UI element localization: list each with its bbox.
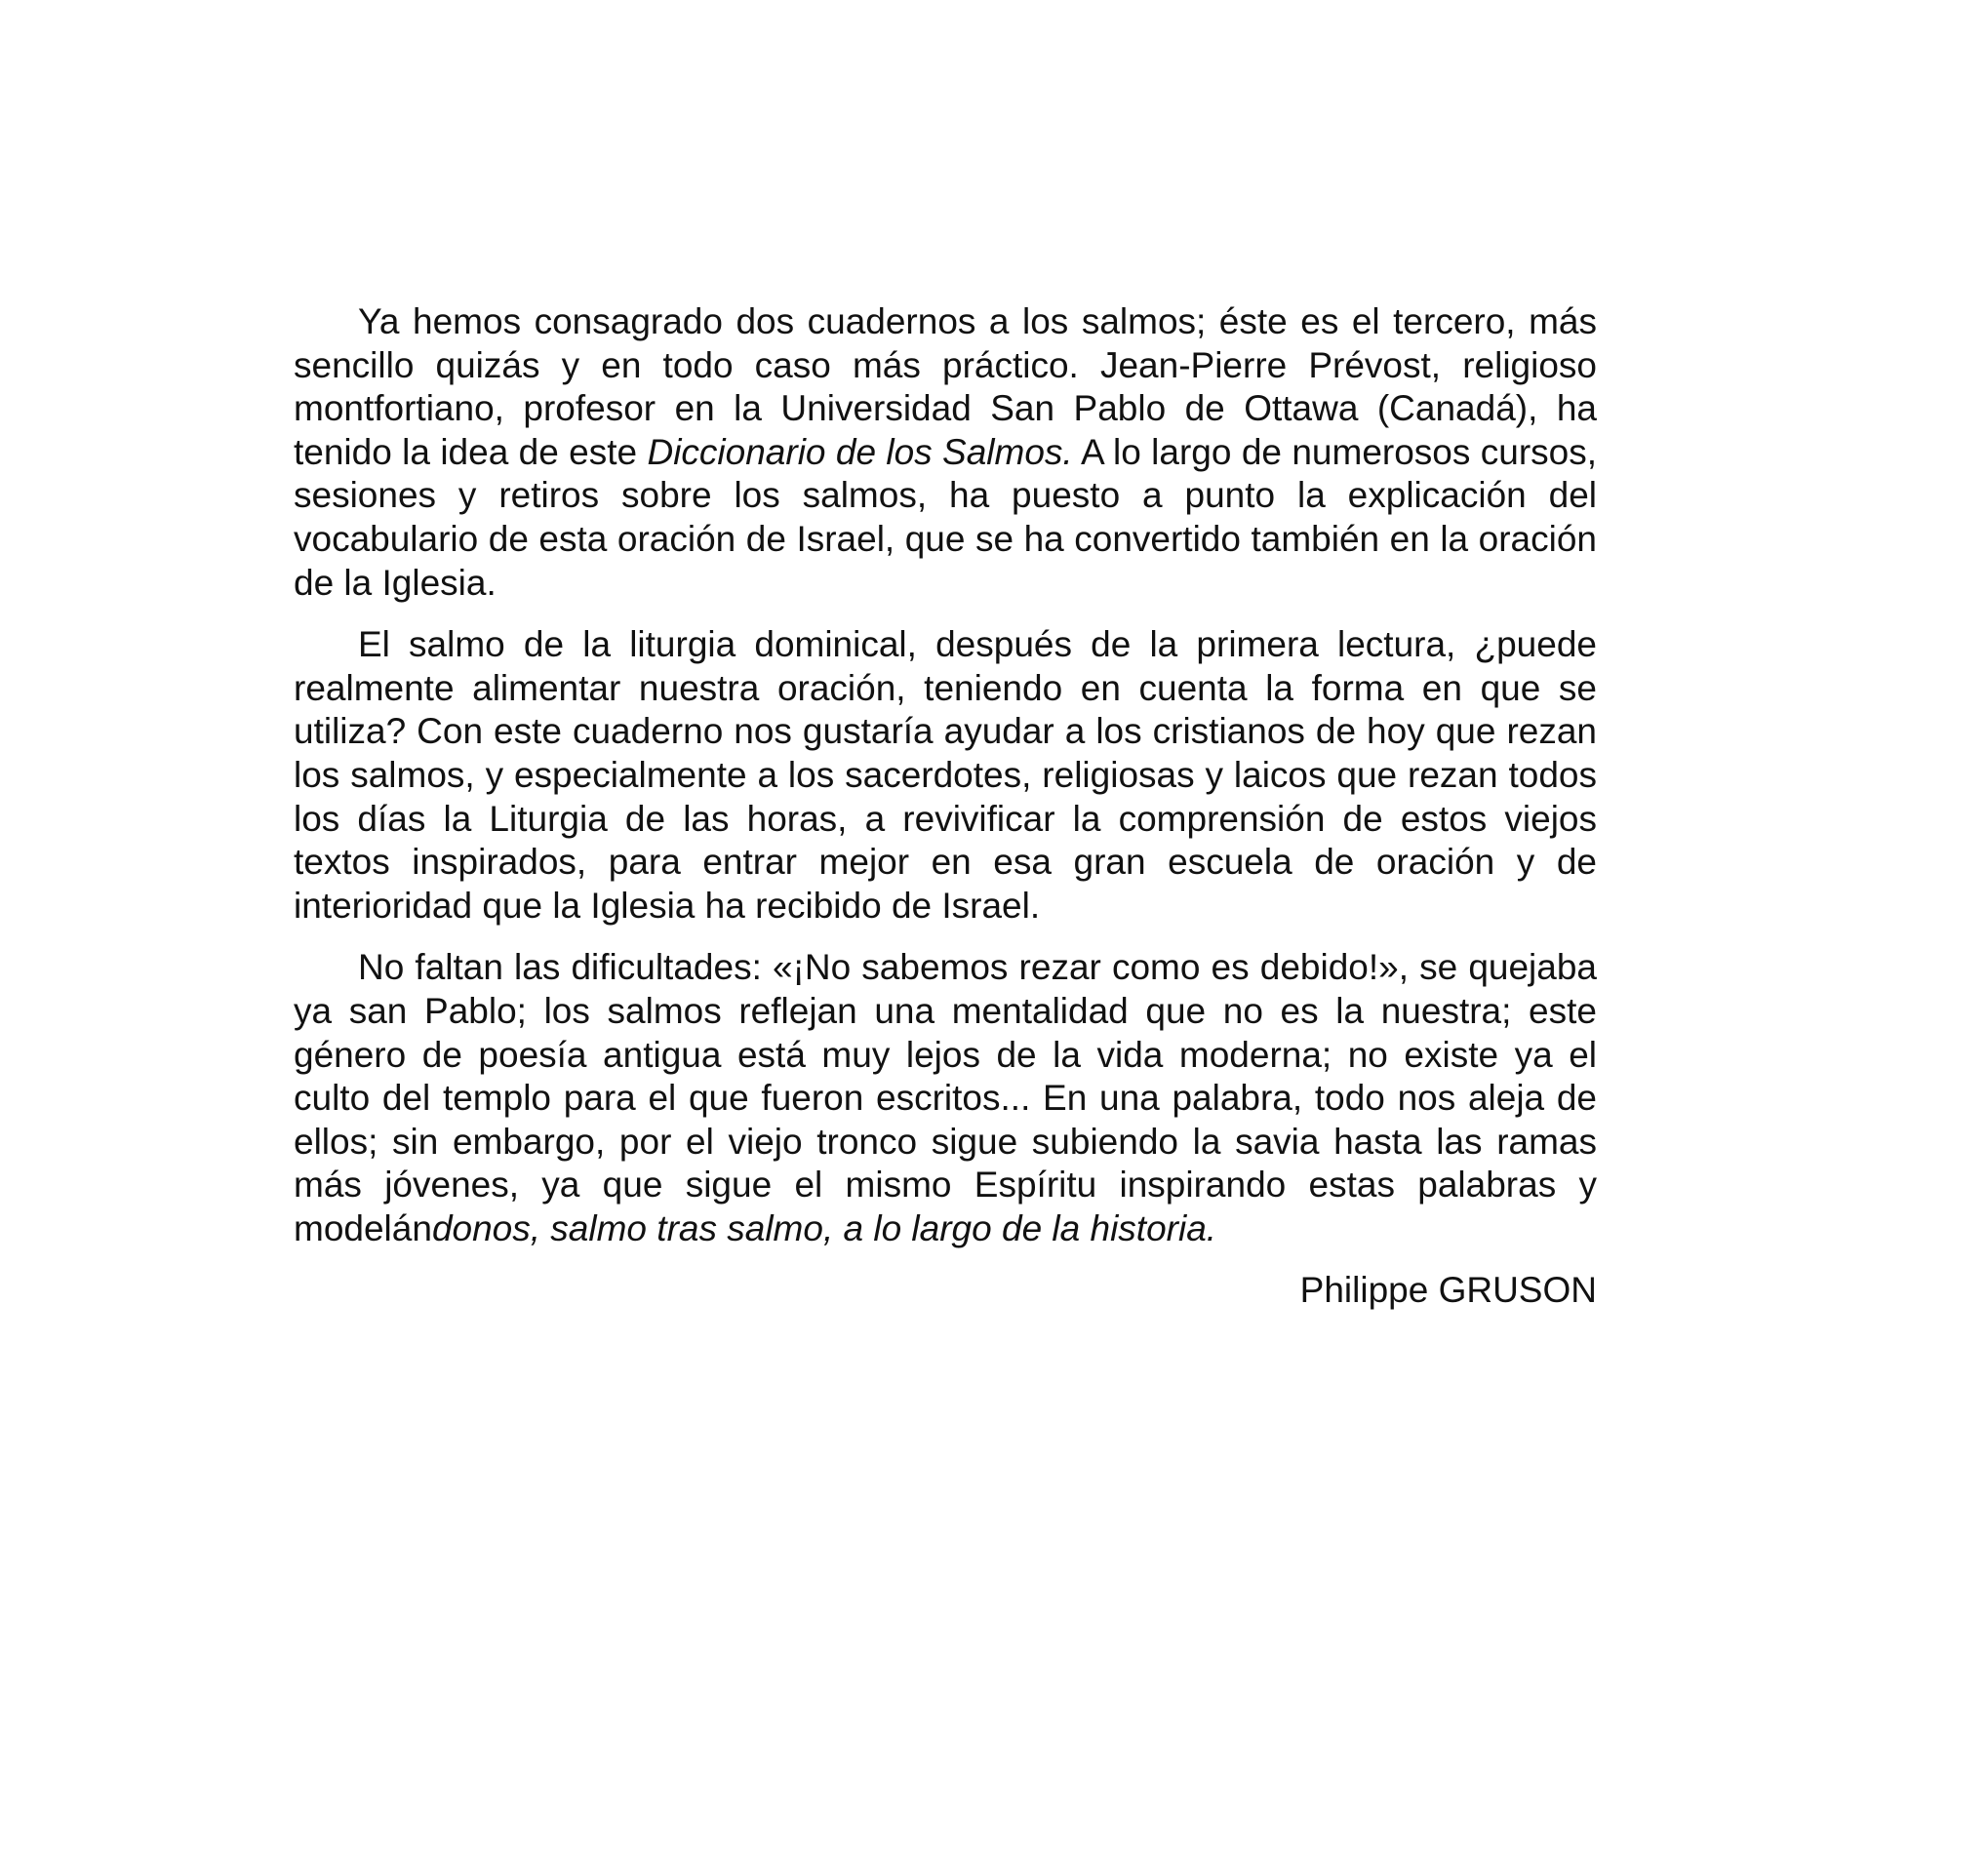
- paragraph-3-text-italic: donos, salmo tras salmo, a lo largo de la historia.: [431, 1207, 1217, 1248]
- preface-text: [294, 300, 1597, 1313]
- author-signature: Philippe GRUSON: [1299, 1270, 1597, 1311]
- paragraph-3-text-a: No faltan las dificultades: «¡No sabemos rezar como es debido!», se quejaba ya san Pablo; los salmos reflejan una mentalidad que no es la nuestra; este género de poesía antigua está muy lejos de la vida moderna; no existe ya el culto del templo para el que fueron escritos... En una palabra, todo nos aleja de ellos; sin embargo, por el viejo tronco sigue subiendo la savia hasta las ramas más jóvenes, ya que sigue el mismo Espíritu inspirando estas palabras y modelán: [294, 947, 1597, 1248]
- paragraph-3: [294, 946, 1597, 1250]
- paragraph-1-book-title: Diccionario de los Salmos.: [647, 431, 1073, 472]
- paragraph-1-text-b: A lo largo de numerosos cursos, sesiones y retiros sobre los salmos, ha puesto a punto la explicación del vocabulario de esta oración de Israel, que se ha convertido también en la oración de la Iglesia.: [294, 431, 1597, 603]
- paragraph-1: [294, 300, 1597, 605]
- paragraph-2-text: El salmo de la liturgia dominical, después de la primera lectura, ¿puede realmente alimentar nuestra oración, teniendo en cuenta la forma en que se utiliza? Con este cuaderno nos gustaría ayudar a los cristianos de hoy que rezan los salmos, y especialmente a los sacerdotes, religiosas y laicos que rezan todos los días la Liturgia de las horas, a revivificar la comprensión de estos viejos textos inspirados, para entrar mejor en esa gran escuela de oración y de interioridad que la Iglesia ha recibido de Israel.: [294, 624, 1597, 926]
- paragraph-1-text-a: Ya hemos consagrado dos cuadernos a los salmos; éste es el tercero, más sencillo quizás y en todo caso más práctico. Jean-Pierre Prévost, religioso montfortiano, profesor en la Universidad San Pablo de Ottawa (Canadá), ha tenido la idea de este: [294, 301, 1597, 472]
- paragraph-2: [294, 623, 1597, 928]
